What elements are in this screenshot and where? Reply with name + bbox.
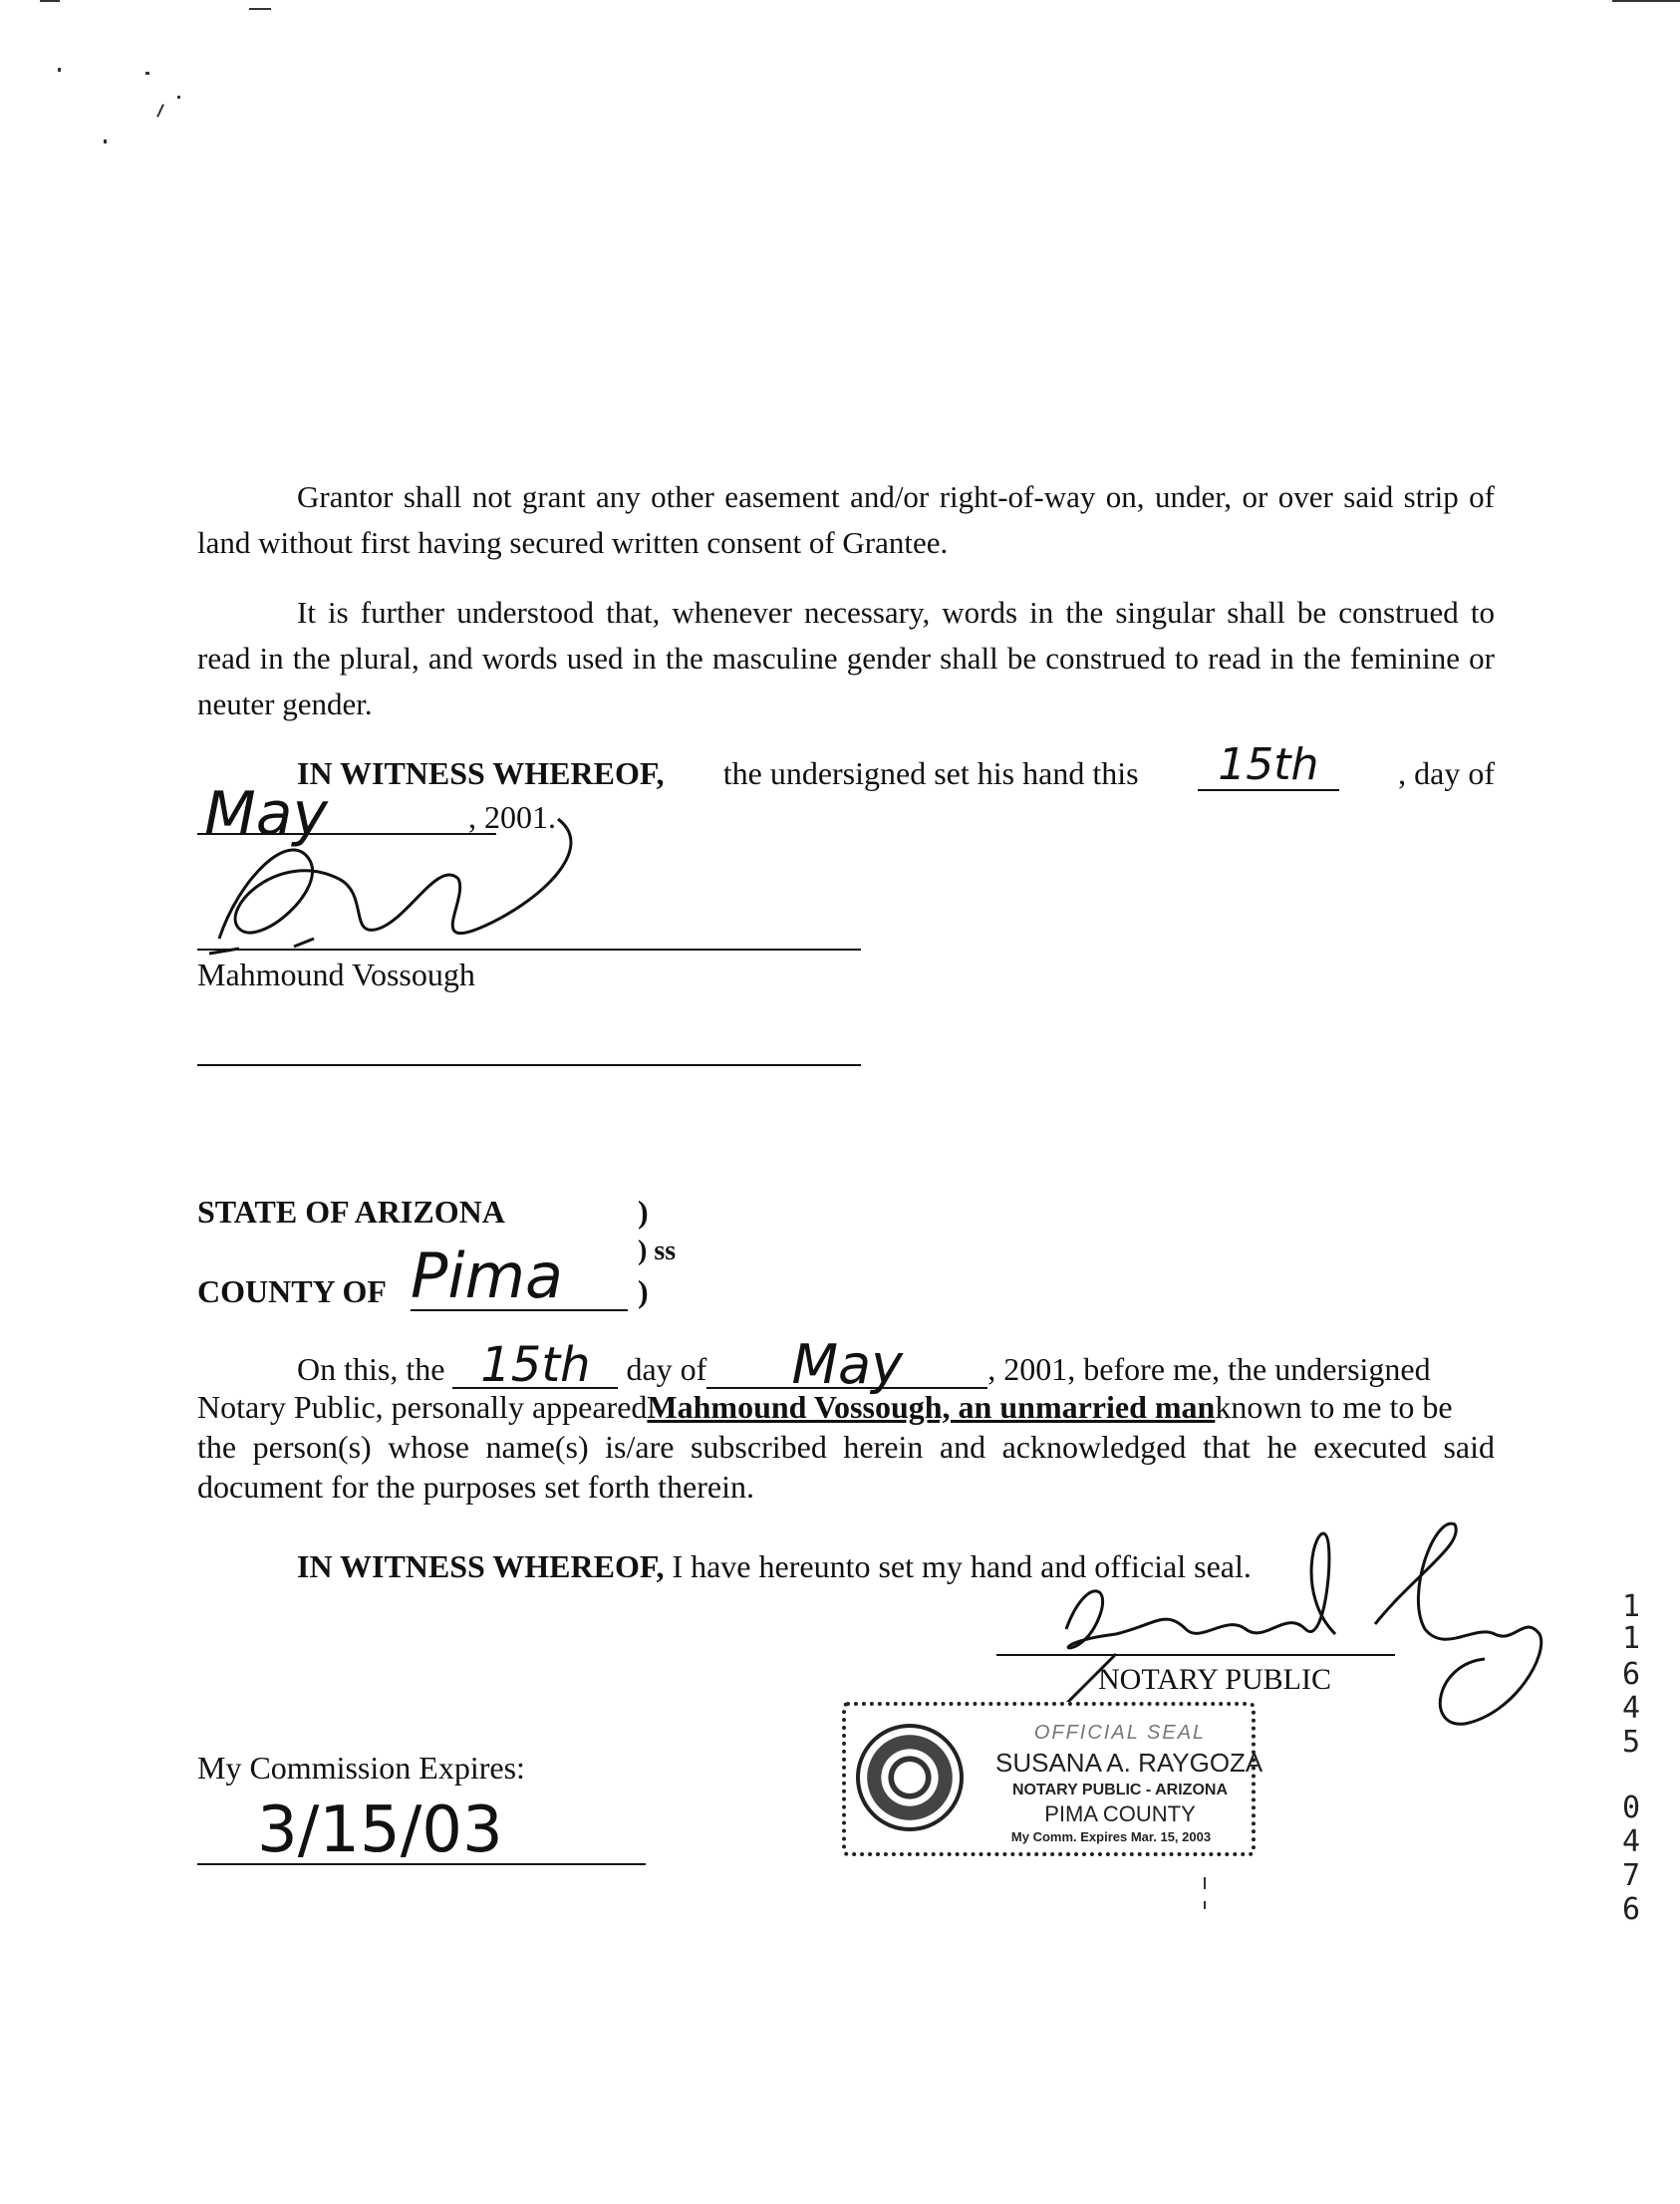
ack-day-field	[452, 1337, 618, 1393]
seal-line-1: OFFICIAL SEAL	[1033, 1722, 1207, 1744]
scan-mark	[156, 104, 164, 118]
scan-mark	[58, 68, 61, 72]
ack-on-this: On this, the	[297, 1351, 445, 1387]
paragraph-easement-restriction: Grantor shall not grant any other easement and/or right-of-way on, under, or over said strip of land without first having secured written consent of Grantee.	[197, 479, 1495, 560]
scan-mark	[1612, 0, 1680, 2]
ack-month-handwritten: May	[791, 1333, 904, 1396]
grantor-name: Mahmound Vossough	[197, 957, 475, 992]
margin-number: 0	[1622, 1791, 1641, 1825]
notary-witness-text: I have hereunto set my hand and official seal.	[672, 1548, 1252, 1584]
paragraph-gender-construction: It is further understood that, whenever necessary, words in the singular shall be construed to read in the plural, and words used in the masculine gender shall be construed to read in the feminine or neuter gender.	[197, 595, 1495, 721]
witness-day-field	[1198, 739, 1339, 791]
venue-county-handwritten: Pima	[411, 1240, 564, 1312]
venue-paren-1: )	[638, 1194, 649, 1230]
witness-day-suffix: , day of	[1398, 755, 1495, 791]
notary-signature-line	[996, 1654, 1395, 1656]
ack-appeared-name: Mahmound Vossough, an unmarried man	[647, 1389, 1216, 1425]
second-signature-line	[197, 1064, 861, 1066]
commission-label: My Commission Expires:	[197, 1750, 525, 1786]
notary-witness-lead: IN WITNESS WHEREOF,	[297, 1548, 665, 1584]
margin-number: 7	[1622, 1858, 1641, 1893]
witness-text: the undersigned set his hand this	[722, 755, 1139, 791]
scan-mark	[1204, 1877, 1206, 1889]
notary-seal	[842, 1702, 1263, 1856]
ack-line-4: document for the purposes set forth therein.	[197, 1469, 754, 1505]
margin-number: 6	[1622, 1892, 1641, 1927]
ack-day-of: day of	[626, 1351, 707, 1387]
witness-month-handwritten: May	[204, 779, 329, 849]
ack-line2-post: known to me to be	[1215, 1389, 1453, 1425]
grantor-signature-line	[197, 949, 861, 951]
witness-line	[297, 739, 1495, 793]
venue-ss: ) ss	[638, 1236, 677, 1266]
witness-year: , 2001.	[468, 799, 556, 835]
ack-line-3: the person(s) whose name(s) is/are subscribed herein and acknowledged that he executed said	[197, 1429, 1495, 1465]
margin-number: 1	[1622, 1621, 1641, 1656]
witness-lead: IN WITNESS WHEREOF,	[297, 755, 665, 791]
grantor-signature	[199, 789, 638, 959]
margin-number: 4	[1622, 1691, 1641, 1726]
venue-county-label: COUNTY OF	[197, 1273, 387, 1309]
seal-line-2: SUSANA A. RAYGOZA	[995, 1748, 1263, 1778]
arizona-seal-emblem-icon	[856, 1724, 964, 1831]
seal-line-3: NOTARY PUBLIC - ARIZONA	[1012, 1782, 1228, 1798]
ack-line2-pre: Notary Public, personally appeared	[197, 1389, 648, 1425]
ack-year-text: , 2001, before me, the undersigned	[987, 1351, 1431, 1387]
scan-mark	[249, 8, 271, 10]
scan-mark	[40, 0, 60, 2]
venue-paren-3: )	[638, 1273, 649, 1309]
seal-line-4: PIMA COUNTY	[1044, 1801, 1196, 1826]
scan-mark	[177, 96, 180, 99]
ack-line-1	[297, 1333, 1465, 1396]
notary-signature	[996, 1515, 1594, 1734]
margin-number: 6	[1622, 1657, 1641, 1692]
ack-month-field	[706, 1333, 987, 1396]
notary-public-label: NOTARY PUBLIC	[1098, 1663, 1332, 1696]
ack-line-2	[197, 1387, 1453, 1427]
ack-day-handwritten: 15th	[480, 1337, 591, 1393]
margin-number: 5	[1622, 1725, 1641, 1760]
scan-mark	[145, 72, 149, 75]
scan-mark	[104, 139, 107, 143]
margin-number: 4	[1622, 1824, 1641, 1859]
scan-mark	[1204, 1901, 1206, 1909]
margin-number: 1	[1622, 1589, 1641, 1624]
venue-state: STATE OF ARIZONA	[197, 1194, 505, 1230]
witness-day-handwritten: 15th	[1218, 739, 1319, 790]
seal-line-5: My Comm. Expires Mar. 15, 2003	[1010, 1829, 1212, 1844]
commission-handwritten: 3/15/03	[257, 1793, 503, 1867]
